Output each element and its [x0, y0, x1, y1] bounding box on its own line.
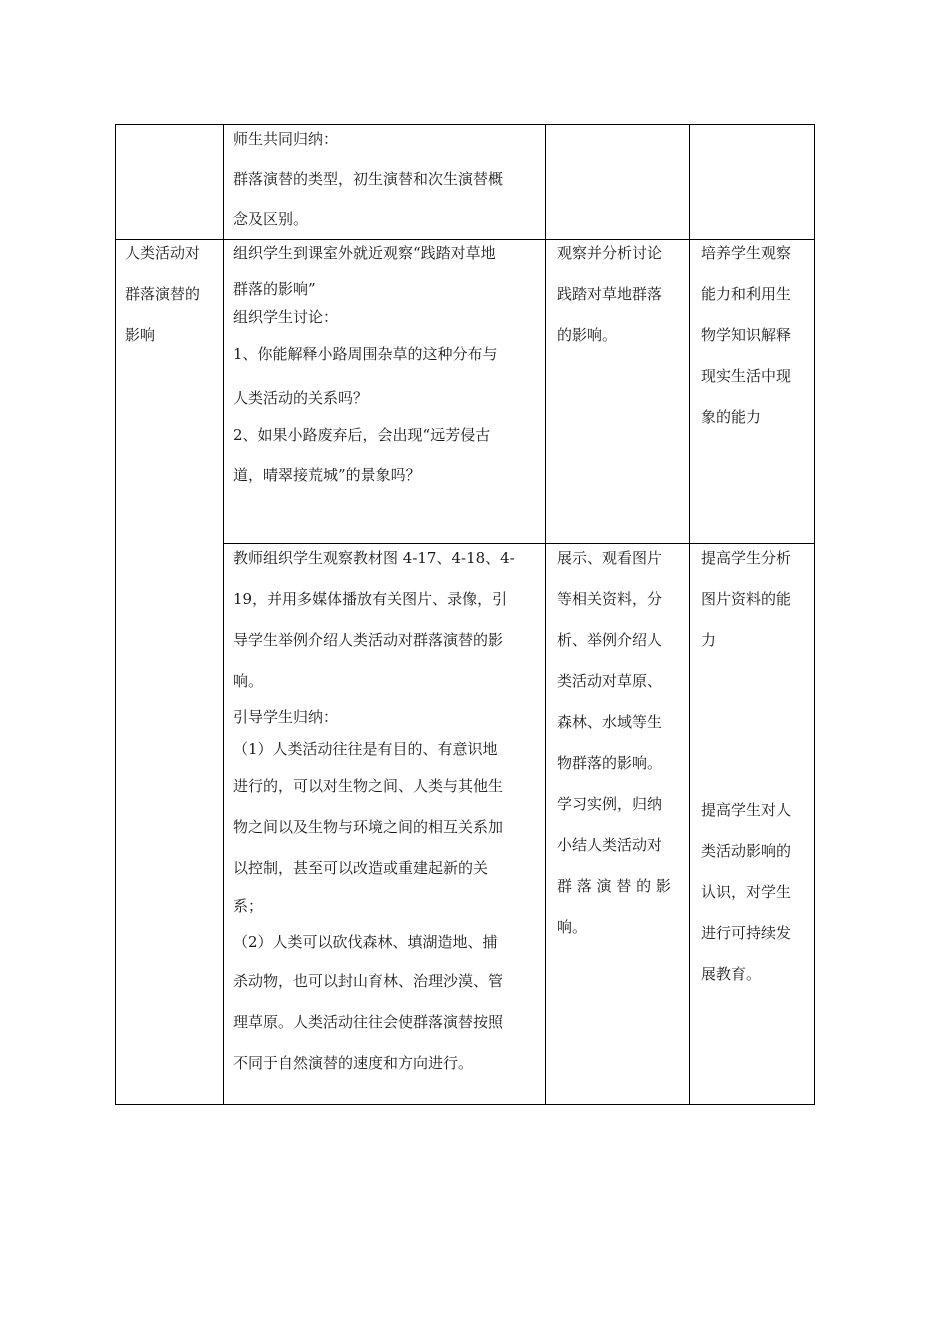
- text-line: 系；: [233, 897, 264, 915]
- text-line: 践踏对草地群落: [557, 285, 663, 303]
- text-line: 析、举例介绍人: [557, 631, 663, 649]
- text-line: 学习实例，归纳: [557, 795, 663, 813]
- text-line: 群 落 演 替 的 影: [557, 877, 671, 895]
- text-line: 物之间以及生物与环境之间的相互关系加: [233, 818, 504, 836]
- r1-activity-cell: [233, 129, 543, 230]
- text-line: 以控制，甚至可以改造或重建起新的关: [233, 859, 489, 877]
- r3-student-cell: [557, 538, 687, 948]
- text-line: 群落的影响”: [233, 280, 316, 298]
- column-divider-1: [223, 125, 224, 1104]
- r2-activity-cell: [233, 233, 543, 499]
- r2-topic-cell: [125, 233, 221, 356]
- text-line: 人类活动对: [125, 244, 201, 262]
- text-line: 念及区别。: [233, 210, 309, 228]
- text-line: 力: [701, 631, 717, 649]
- text-line: 等相关资料，分: [557, 590, 663, 608]
- text-line: 认识，对学生: [701, 883, 792, 901]
- text-line: 类活动影响的: [701, 842, 792, 860]
- text-line: 提高学生对人: [701, 801, 792, 819]
- text-line: （1）人类活动往往是有目的、有意识地: [233, 740, 498, 758]
- text-line: 人类活动的关系吗？: [233, 389, 369, 407]
- text-line: 展示、观看图片: [557, 549, 663, 567]
- text-line: 进行的，可以对生物之间、人类与其他生: [233, 777, 504, 795]
- column-divider-3: [689, 125, 690, 1104]
- text-line: 影响: [125, 326, 156, 344]
- text-line: 师生共同归纳：: [233, 130, 339, 148]
- lesson-plan-table: [115, 124, 815, 1105]
- text-line: 响。: [233, 672, 264, 690]
- text-line: 2、如果小路废弃后，会出现“远芳侵古: [233, 426, 491, 444]
- r3-intent-cell-b: [701, 790, 813, 995]
- text-line: 象的能力: [701, 408, 762, 426]
- text-line: 物群落的影响。: [557, 754, 663, 772]
- r3-intent-cell: [701, 538, 813, 661]
- text-line: 引导学生归纳：: [233, 708, 339, 726]
- text-line: 19，并用多媒体播放有关图片、录像，引: [233, 590, 508, 608]
- text-line: 1、你能解释小路周围杂草的这种分布与: [233, 345, 498, 363]
- r2-student-cell: [557, 233, 687, 356]
- text-line: （2）人类可以砍伐森林、填湖造地、捕: [233, 933, 498, 951]
- text-line: 图片资料的能: [701, 590, 792, 608]
- text-line: 教师组织学生观察教材图 4-17、4-18、4-: [233, 549, 515, 567]
- text-line: 杀动物，也可以封山育林、治理沙漠、管: [233, 972, 504, 990]
- r3-activity-cell: [233, 538, 543, 1084]
- text-line: 类活动对草原、: [557, 672, 663, 690]
- text-line: 进行可持续发: [701, 924, 792, 942]
- text-line: 现实生活中现: [701, 367, 792, 385]
- text-line: 组织学生讨论：: [233, 308, 339, 326]
- text-line: 提高学生分析: [701, 549, 792, 567]
- text-line: 展教育。: [701, 965, 762, 983]
- text-line: 不同于自然演替的速度和方向进行。: [233, 1054, 474, 1072]
- text-line: 的影响。: [557, 326, 618, 344]
- text-line: 森林、水域等生: [557, 713, 663, 731]
- text-line: 理草原。人类活动往往会使群落演替按照: [233, 1013, 504, 1031]
- text-line: 组织学生到课室外就近观察“践踏对草地: [233, 244, 496, 262]
- column-divider-2: [545, 125, 546, 1104]
- text-line: 群落演替的: [125, 285, 201, 303]
- text-line: 物学知识解释: [701, 326, 792, 344]
- text-line: 群落演替的类型，初生演替和次生演替概: [233, 170, 504, 188]
- text-line: 小结人类活动对: [557, 836, 663, 854]
- text-line: 培养学生观察: [701, 244, 792, 262]
- text-line: 导学生举例介绍人类活动对群落演替的影: [233, 631, 504, 649]
- text-line: 能力和利用生: [701, 285, 792, 303]
- r2-intent-cell: [701, 233, 813, 438]
- text-line: 道，晴翠接荒城”的景象吗？: [233, 466, 421, 484]
- text-line: 观察并分析讨论: [557, 244, 663, 262]
- text-line: 响。: [557, 918, 588, 936]
